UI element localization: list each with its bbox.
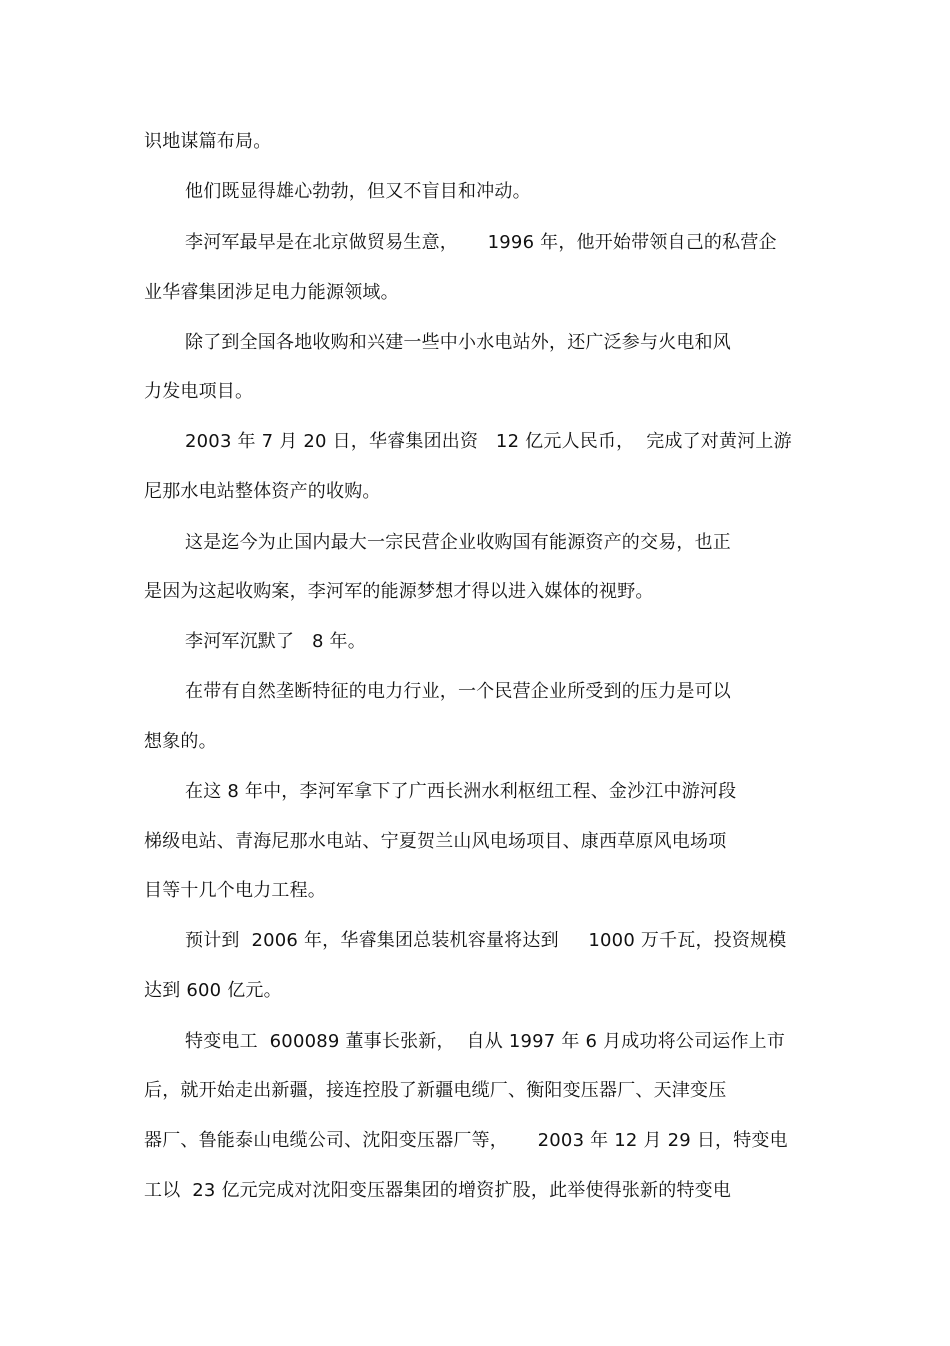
text-line: 在这 8 年中，李河军拿下了广西长洲水利枢纽工程、金沙江中游河段 bbox=[185, 781, 737, 802]
text-line: 尼那水电站整体资产的收购。 bbox=[144, 481, 381, 502]
text-line: 力发电项目。 bbox=[144, 381, 254, 402]
text-line: 后，就开始走出新疆，接连控股了新疆电缆厂、衡阳变压器厂、天津变压 bbox=[144, 1080, 727, 1101]
text-line: 他们既显得雄心勃勃，但又不盲目和冲动。 bbox=[185, 181, 531, 202]
text-line: 2003 年 7 月 20 日，华睿集团出资 12 亿元人民币， 完成了对黄河上游 bbox=[185, 431, 792, 452]
text-line: 除了到全国各地收购和兴建一些中小水电站外，还广泛参与火电和风 bbox=[185, 332, 731, 353]
text-line: 在带有自然垄断特征的电力行业，一个民营企业所受到的压力是可以 bbox=[185, 681, 731, 702]
text-line: 识地谋篇布局。 bbox=[144, 131, 272, 152]
text-line: 器厂、鲁能泰山电缆公司、沈阳变压器厂等， 2003 年 12 月 29 日，特变电 bbox=[144, 1130, 788, 1151]
text-line: 特变电工 600089 董事长张新， 自从 1997 年 6 月成功将公司运作上市 bbox=[185, 1031, 786, 1052]
text-line: 想象的。 bbox=[144, 731, 217, 752]
text-line: 李河军沉默了 8 年。 bbox=[185, 631, 366, 652]
text-line: 预计到 2006 年，华睿集团总装机容量将达到 1000 万千瓦，投资规模 bbox=[185, 930, 787, 951]
text-line: 李河军最早是在北京做贸易生意， 1996 年，他开始带领自己的私营企 bbox=[185, 232, 777, 253]
text-line: 达到 600 亿元。 bbox=[144, 980, 282, 1001]
text-line: 这是迄今为止国内最大一宗民营企业收购国有能源资产的交易，也正 bbox=[185, 532, 731, 553]
text-line: 业华睿集团涉足电力能源领域。 bbox=[144, 282, 399, 303]
text-line: 梯级电站、青海尼那水电站、宁夏贺兰山风电场项目、康西草原风电场项 bbox=[144, 831, 727, 852]
text-line: 目等十几个电力工程。 bbox=[144, 880, 326, 901]
text-line: 是因为这起收购案，李河军的能源梦想才得以进入媒体的视野。 bbox=[144, 581, 654, 602]
text-line: 工以 23 亿元完成对沈阳变压器集团的增资扩股，此举使得张新的特变电 bbox=[144, 1180, 732, 1201]
